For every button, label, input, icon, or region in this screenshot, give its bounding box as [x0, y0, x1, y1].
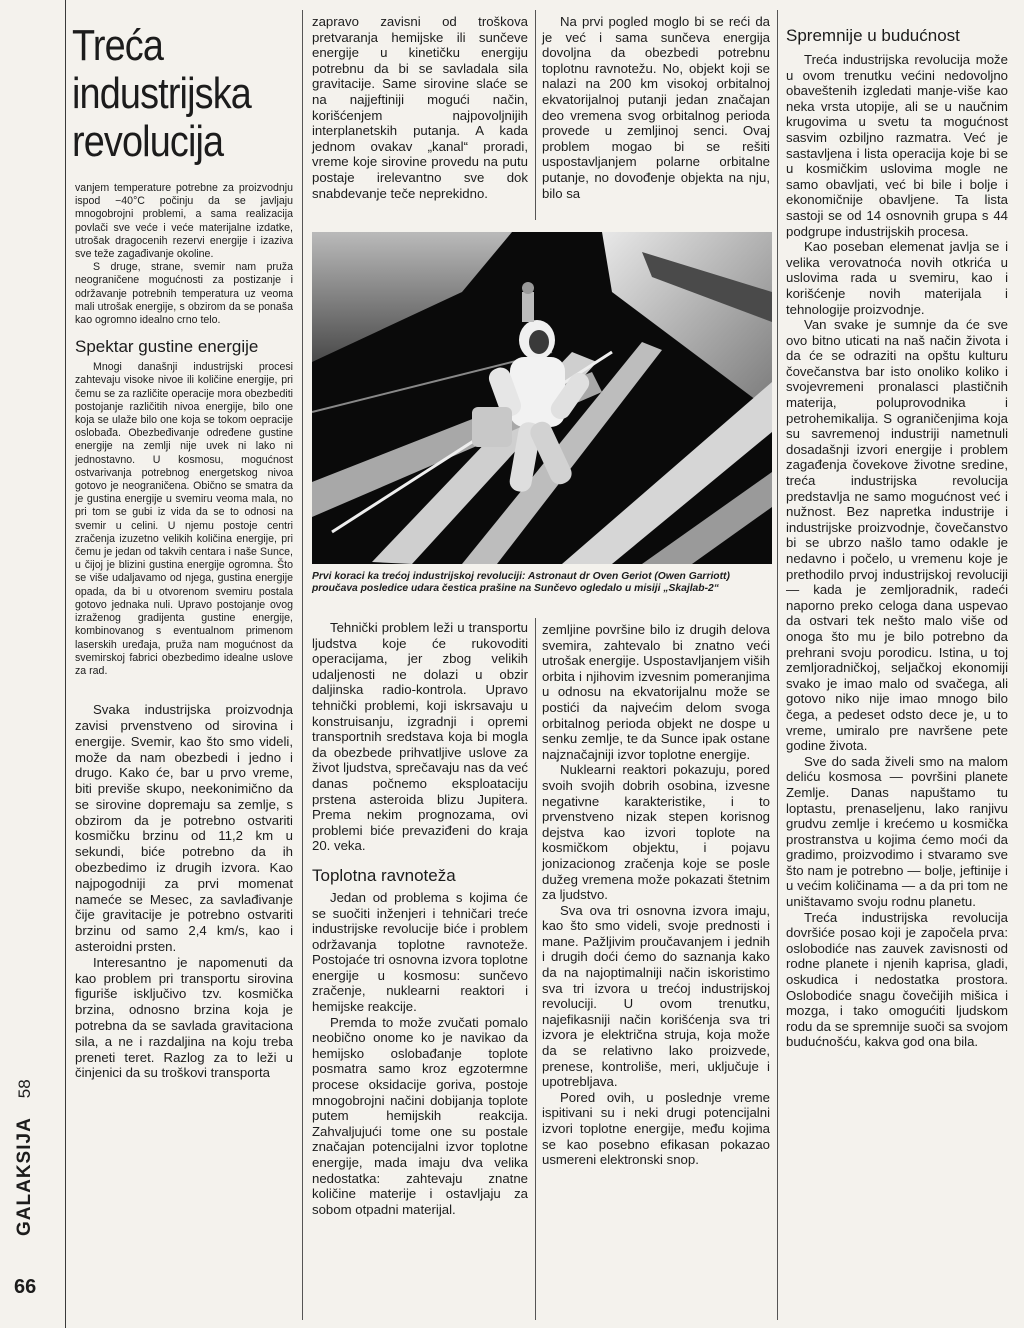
paragraph: Treća industrijska revolucija dovršiće posao koji je započela prva: oslobodiće nas zauvek zavisnosti od rodne planete i njenih kaprisa, gladi, oskudica i nedostatka prostora. Oslobodiće snagu čovečijih mišica i mozga, i tako omogućiti ljudskom rodu da se spremnije suoči sa svojom budućnošću, kakva god ona bila. — [786, 909, 1008, 1050]
paragraph: Sve do sada živeli smo na malom deliću kosmosa — površini planete Zemlje. Danas napuštamo tu loptastu, prenaseljenu, lako ranjivu grudvu zemlje i krećemo u kosmička prostranstva u kojima ćemo moći da gradimo, proizvodimo i stvaramo sve što nam je potrebno — bolje, jeftinije i u većim količinama — a da pri tom ne uništavamo svoju rodnu planetu. — [786, 753, 1008, 910]
column-2-bottom — [312, 620, 528, 1217]
column-rule — [302, 10, 303, 1320]
column-3-bottom — [542, 622, 770, 1168]
paragraph: Kao poseban elemenat javlja se i velika verovatnoća novih otkrića u uslovima rada u svemiru, kao i korišćenje novih materijala i tehnologije proizvodnje. — [786, 239, 1008, 317]
title-line: Treća — [72, 21, 164, 70]
paragraph: Na prvi pogled moglo bi se reći da je već i sama sunčeva energija dovoljna da obezbedi potrebnu toplotnu ravnotežu. No, objekt koji se nalazi na 200 km visokoj orbitalnoj ekvatorijalnoj putanji jedan značajan deo vremena svog orbitalnog perioda provede u zemljinoj senci. Ovaj problem mogao bi se rešiti uspostavljanjem polarne orbitalne putanje, no dovođenje objekta na nju, bilo sa — [542, 14, 770, 201]
paragraph: Interesantno je napomenuti da kao problem pri transportu sirovina figuriše isključivo tzv. kosmička brzina, odnosno brzina koja je potrebna da se savlada gravitaciona sila, a ne i razdaljina na koju treba preneti teret. Razlog za to leži u činjenici da su troškovi transporta — [75, 954, 293, 1081]
astronaut-photo — [312, 232, 772, 564]
column-3-top — [542, 14, 770, 201]
paragraph: Sva ova tri osnovna izvora imaju, kao što smo videli, svoje prednosti i mane. Pažljivim proučavanjem i jednih i drugih doći ćemo do saznanja kako da na najoptimalniji način iskoristimo sva tri izvora u trećoj industrijskoj revoluciji. U ovom trenutku, najefikasniji način korišćenja sva tri izvora je električna struja, koja može da se relativno lako proizvede, prenese, kontroliše, meri, uključuje i upotrebljava. — [542, 902, 770, 1090]
paragraph: Tehnički problem leži u transportu ljudstva koje će rukovoditi operacijama, jer zbog velikih udaljenosti ne dolazi u obzir daljinska radio-kontrola. Upravo tehnički problemi, koji iskrsavaju u konstruisanju, izgradnji i opremi transportnih sredstava koja bi mogla da obezbede prihvatljive uslove za život ljudstva, sprečavaju nas da već danas počnemo eksploataciju prstena asteroida blizu Jupitera. Prema nekim prognozama, ovi problemi biće prevaziđeni do kraja 20. veka. — [312, 620, 528, 854]
article-title — [72, 22, 270, 166]
skylab-eva-illustration — [312, 232, 772, 564]
paragraph: zapravo zavisni od troškova pretvaranja hemijske ili sunčeve energije u kinetičku energiju potrebnu da bi se savladala sila gravitacije. Same sirovine slaće se na najjeftiniji mogući način, korišćenjem najpovoljnijih interplanetskih putanja. A kada jednom ovakav „kanal“ proradi, vreme koje sirovine provedu na putu postaje irelevantno sve dok snabdevanje teče neprekidno. — [312, 14, 528, 201]
paragraph: Pored ovih, u poslednje vreme ispitivani su i neki drugi potencijalni izvori toplotne energije, među kojima se kao posebno efikasan pokazao usmereni elektronski snop. — [542, 1089, 770, 1168]
page-footer — [8, 1080, 48, 1320]
paragraph: Premda to može zvučati pomalo neobično onome ko je navikao da hemijsko oslobađanje toplote posmatra samo kroz egzotermne procese oksidacije goriva, postoje mnogobrojni načini dobijanja toplote putem hemijskih reakcija. Zahvaljujući tome one su postale značajan potencijalni izvor toplotne energije, mada imaju dva velika nedostatka: zahtevaju znatne količine materije i ostavljaju za sobom otpadni materijal. — [312, 1014, 528, 1217]
magazine-name: GALAKSIJA — [14, 1117, 35, 1236]
column-rule — [777, 10, 778, 1320]
paragraph: Treća industrijska revolucija može u ovom trenutku većini nedovoljno obaveštenih izgledati manje-više kao neka vrsta utopije, ali se u naučnim krugovima u svetu ta mogućnost sasvim ozbiljno razmatra. Već je sastavljena i lista operacija koje bi se u kosmičkim uslovima mogle ne samo obavljati, već bi bile i bolje i ekonomičnije obavljene. Ta lista sastoji se od 14 osnovnih grupa s 44 podgrupe industrijskih procesa. — [786, 52, 1008, 239]
column-rule — [535, 10, 536, 220]
section-heading: Spremnije u budućnost — [786, 26, 960, 45]
paragraph: vanjem temperature potrebne za proizvodnju ispod −40°C počinju da se javljaju mnogobrojni problemi, a sama realizacija povlači sve veće i veće materijalne izdatke, utrošak dragocenih rezervi energije i izaziva sve teže zagađivanje okoline. — [75, 182, 293, 261]
section-heading: Spektar gustine energije — [75, 337, 259, 357]
page-number: 66 — [14, 1276, 37, 1298]
paragraph: Nuklearni reaktori pokazuju, pored svoih svojih dobrih osobina, izvesne negativne karakteristike, i to prvenstveno nizak stepen korisnog dejstva kao izvori toplote na kosmičkom objektu, i pojavu jonizacionog zračenja koje se posle dužeg vremena može pokazati štetnim za ljudstvo. — [542, 762, 770, 903]
paragraph: zemljine površine bilo iz drugih delova svemira, zahtevalo bi znatno veći utrošak energije. Uspostavljanjem viših orbita i njihovim izvesnim pomeranjima u odnosu na ekvatorijalnu može se postići da najvećim delom svoga orbitalnog perioda objekt ne dospe u senku zemlje, te da Sunce ipak ostane najznačajniji izvor toplotne energije. — [542, 622, 770, 762]
title-line: industrijska — [72, 69, 251, 118]
paragraph: Van svake je sumnje da će sve ovo bitno uticati na naš način života i da će se odraziti na opštu kulturu čovečanstva bar isto onoliko koliko i svojevremeni pronalasci plastičnih materija, poluprovodnika i petrohemikalija. S ograničenjima koja su savremenoj industriji nametnuli dosadašnji izvori energije i problem zagađenja čovekove životne sredine, treća industrijska revolucija predstavlja ne samo mogućnost već i nužnost. Bez napretka industrije i industrijske proizvodnje, čovečanstvo bi se ubrzo našlo tamo odakle je nedavno i počelo, u vremenu koje je prethodilo prvoj industrijskoj revoluciji — kada je zemljoradnik, radeći naporno preko celoga dana uspevao da ostvari tek nešto malo više od onoga što mu je bilo potrebno da prehrani svoju porodicu. Istina, u toj zemljoradničkoj, seljačkoj ekonomiji svako je imao malo od svačega, ali gotovo niko nije imao mnogo bilo čega, a pedeset odsto dece je, u to vreme, umiralo pre navršene pete godine života. — [786, 317, 1008, 754]
paragraph: S druge, strane, svemir nam pruža neograničene mogućnosti za postizanje i održavanje potrebnih temperatura uz veoma mali utrošak energije, s obzirom da se ponaša kao ogromno idealno crno telo. — [75, 261, 293, 327]
paragraph: Svaka industrijska proizvodnja zavisi prvenstveno od sirovina i energije. Svemir, kao što smo videli, može da nam obezbedi i jedno i drugo. Kako će, bar u prvo vreme, biti previše skupo, neekonimično da se sirovine dopremaju sa zemlje, s obzirom da je potrebno ostvariti kosmičku brzinu od 11,2 km u sekundi, biće potrebno da ih obezbedimo iz drugih izvora. Kao najpogodniji za prvi momenat nameće se Mesec, za savlađivanje čije gravitacije je potrebno ostvariti brzinu od samo 2,4 km/s, kao i asteroidni prsten. — [75, 702, 293, 955]
column-2-top — [312, 14, 528, 201]
column-4 — [786, 26, 1008, 1050]
column-1 — [75, 182, 293, 1081]
title-line: revolucija — [72, 117, 224, 166]
paragraph: Mnogi današnji industrijski procesi zahtevaju visoke nivoe ili količine energije, pri čemu se za različite operacije mora obezbediti postojanje različitih nivoa energije, bilo one koja se ulaže bilo one koja se tokom oepracije oslobađa. Obezbeđivanje određene gustine energije na zemlji nije uvek ni lako ni jednostavno. U kosmosu, mogućnost ostvarivanja potrebnog energetskog nivoa gotovo je neograničena. Obično se smatra da je gustina energije u svemiru veoma mala, no pri tom se gubi iz vida da se to odnosi na svemir u celini. U njemu postoje centri zračenja izuzetno velikih količina energije, pri čemu je jedan od takvih centara i naše Sunce, u čijoj je blizini gustina energije ogromna. Što se više udaljavamo od njega, gustina energije opada, da bi u otvorenom svemiru postala gotovo jednaka nuli. Upravo postojanje ovog izraženog gradijenta gustine energije, kombinovanog s eventualnom primenom laserskih uređaja, pruža nam mogućnost da svemirskoj fabrici obezbedimo idealne uslove za rad. — [75, 361, 293, 677]
issue-number: 58 — [15, 1079, 34, 1099]
column-rule — [535, 618, 536, 1320]
paragraph: Jedan od problema s kojima će se suočiti inženjeri i tehničari treće industrijske revolucije biće i problem održavanja toplotne ravnoteže. Postojaće tri osnovna izvora toplotne energije u kosmosu: sunčevo zračenje, nuklearni reaktori i hemijske reakcije. — [312, 889, 528, 1015]
running-footer — [14, 1079, 36, 1236]
photo-caption: Prvi koraci ka trećoj industrijskoj revoluciji: Astronaut dr Oven Geriot (Owen Garriott) proučava posledice udara čestica prašine na Sunčevo ogledalo u misiji „Skajlab-2“ — [312, 571, 730, 595]
margin-rule — [65, 0, 66, 1328]
section-heading: Toplotna ravnoteža — [312, 865, 456, 885]
